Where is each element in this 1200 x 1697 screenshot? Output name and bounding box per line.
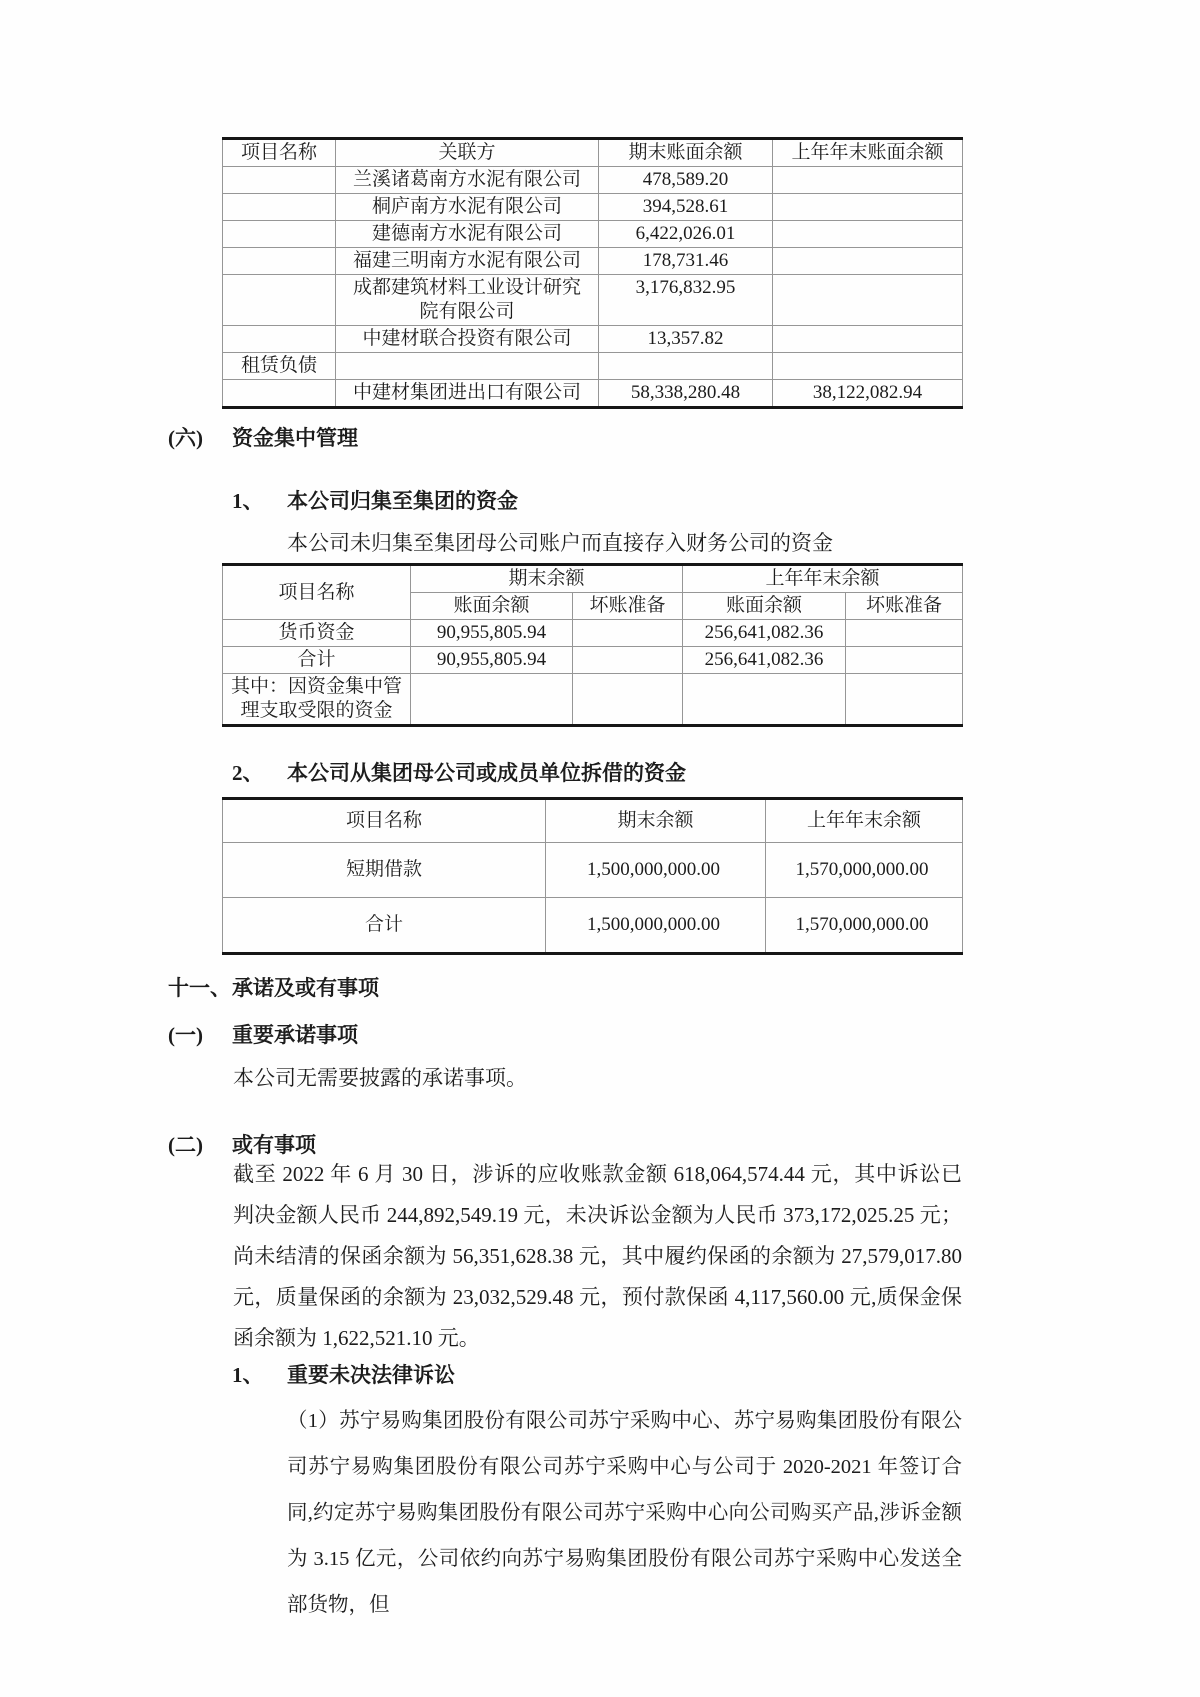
section-6-1-title: 本公司归集至集团的资金 [287,489,518,513]
related-parties-table [222,137,962,409]
ending-cell [599,353,773,380]
section-11-label: 十一、 [168,976,231,1000]
table-header-row [223,565,963,593]
item-cell [223,194,336,221]
section-11-2-title: 或有事项 [232,1133,316,1157]
party-cell: 福建三明南方水泥有限公司 [336,248,599,275]
party-cell: 中建材集团进出口有限公司 [336,380,599,408]
borrowed-funds-table [222,797,962,955]
prior-bad-cell [846,674,963,726]
table-row [223,221,963,248]
section-11-1-label: (一) [168,1023,203,1047]
item-cell: 短期借款 [223,843,546,898]
section-11-1-title: 重要承诺事项 [232,1023,358,1047]
party-cell: 兰溪诸葛南方水泥有限公司 [336,167,599,194]
prior-cell [773,167,963,194]
book-balance-cell [411,674,573,726]
party-cell: 成都建筑材料工业设计研究院有限公司 [336,275,599,326]
sub-header-book-balance: 账面余额 [683,593,846,620]
book-balance-cell: 90,955,805.94 [411,620,573,647]
sub-header-book-balance: 账面余额 [411,593,573,620]
sub-header-bad-debt: 坏账准备 [573,593,683,620]
section-6-1-intro: 本公司未归集至集团母公司账户而直接存入财务公司的资金 [287,531,833,555]
party-cell [336,353,599,380]
col-header-item: 项目名称 [223,139,336,167]
ending-cell: 6,422,026.01 [599,221,773,248]
item-cell: 租赁负债 [223,353,336,380]
section-11-title: 承诺及或有事项 [232,976,379,1000]
section-11-heading [168,975,379,1001]
table-header-row [223,799,963,843]
prior-bad-cell [846,620,963,647]
ending-cell: 478,589.20 [599,167,773,194]
section-11-2-1-label: 1、 [232,1363,264,1387]
prior-cell: 1,570,000,000.00 [766,843,963,898]
col-header-prior-balance: 上年年末账面余额 [773,139,963,167]
contingency-paragraph: 截至 2022 年 6 月 30 日，涉诉的应收账款金额 618,064,574.44 元，其中诉讼已判决金额人民币 244,892,549.19 元，未决诉讼金额为人民币 373,172,025.25 元；尚未结清的保函余额为 56,351,628.38 元，其中履约保函的余额为 27,579,017.80 元，质量保函的余额为 23,032,529.48 元，预付款保函 4,117,560.00 元,质保金保函余额为 1,622,521.10 元。 [233,1162,962,1350]
table-row [223,167,963,194]
table-row [223,674,963,726]
section-6-2-heading [232,760,686,786]
col-header-prior-balance: 上年年末余额 [766,799,963,843]
sub-header-bad-debt: 坏账准备 [846,593,963,620]
bad-debt-cell [573,620,683,647]
table-row [223,620,963,647]
section-11-1-text: 本公司无需要披露的承诺事项。 [233,1066,527,1090]
ending-cell: 178,731.46 [599,248,773,275]
section-6-label: (六) [168,426,203,450]
party-cell: 建德南方水泥有限公司 [336,221,599,248]
item-cell: 其中：因资金集中管理支取受限的资金 [223,674,411,726]
prior-cell: 38,122,082.94 [773,380,963,408]
section-6-2-label: 2、 [232,761,264,785]
section-6-1-heading [232,488,518,514]
party-cell: 中建材联合投资有限公司 [336,326,599,353]
ending-cell: 1,500,000,000.00 [546,843,766,898]
section-6-heading [168,425,358,451]
section-11-2-label: (二) [168,1133,203,1157]
item-cell: 合计 [223,647,411,674]
prior-cell [773,194,963,221]
item-cell [223,221,336,248]
ending-cell: 58,338,280.48 [599,380,773,408]
item-cell [223,326,336,353]
prior-cell: 1,570,000,000.00 [766,898,963,954]
table-row [223,353,963,380]
bad-debt-cell [573,674,683,726]
col-header-related-party: 关联方 [336,139,599,167]
item-cell [223,248,336,275]
ending-cell: 394,528.61 [599,194,773,221]
section-6-2-title: 本公司从集团母公司或成员单位拆借的资金 [287,761,686,785]
deposited-funds-table [222,563,962,727]
item-cell [223,380,336,408]
book-balance-cell: 90,955,805.94 [411,647,573,674]
prior-cell [773,221,963,248]
table-row [223,647,963,674]
prior-cell [773,275,963,326]
prior-cell [773,326,963,353]
table-row [223,248,963,275]
item-cell [223,167,336,194]
section-6-title: 资金集中管理 [232,426,358,450]
party-cell: 桐庐南方水泥有限公司 [336,194,599,221]
table-row [223,843,963,898]
col-header-item: 项目名称 [223,565,411,620]
prior-book-cell: 256,641,082.36 [683,647,846,674]
group-header-prior: 上年年末余额 [683,565,963,593]
prior-cell [773,248,963,275]
section-11-2-1-title: 重要未决法律诉讼 [287,1363,455,1387]
section-6-1-label: 1、 [232,489,264,513]
ending-cell: 13,357.82 [599,326,773,353]
table-row [223,275,963,326]
ending-cell: 3,176,832.95 [599,275,773,326]
section-11-2-1-heading [232,1362,455,1388]
ending-cell: 1,500,000,000.00 [546,898,766,954]
table-row [223,898,963,954]
bad-debt-cell [573,647,683,674]
item-cell [223,275,336,326]
section-11-1-heading [168,1022,358,1048]
col-header-ending-balance: 期末账面余额 [599,139,773,167]
prior-book-cell: 256,641,082.36 [683,620,846,647]
col-header-ending-balance: 期末余额 [546,799,766,843]
item-cell: 合计 [223,898,546,954]
prior-cell [773,353,963,380]
lawsuit-paragraph: （1）苏宁易购集团股份有限公司苏宁采购中心、苏宁易购集团股份有限公司苏宁易购集团股份有限公司苏宁采购中心与公司于 2020-2021 年签订合同,约定苏宁易购集团股份有限公司苏宁采购中心向公司购买产品,涉诉金额为 3.15 亿元，公司依约向苏宁易购集团股份有限公司苏宁采购中心发送全部货物，但 [287,1410,962,1616]
prior-book-cell [683,674,846,726]
prior-bad-cell [846,647,963,674]
table-row [223,380,963,408]
col-header-item: 项目名称 [223,799,546,843]
group-header-ending: 期末余额 [411,565,683,593]
item-cell: 货币资金 [223,620,411,647]
table-row [223,326,963,353]
table-row [223,194,963,221]
table-header-row [223,139,963,167]
